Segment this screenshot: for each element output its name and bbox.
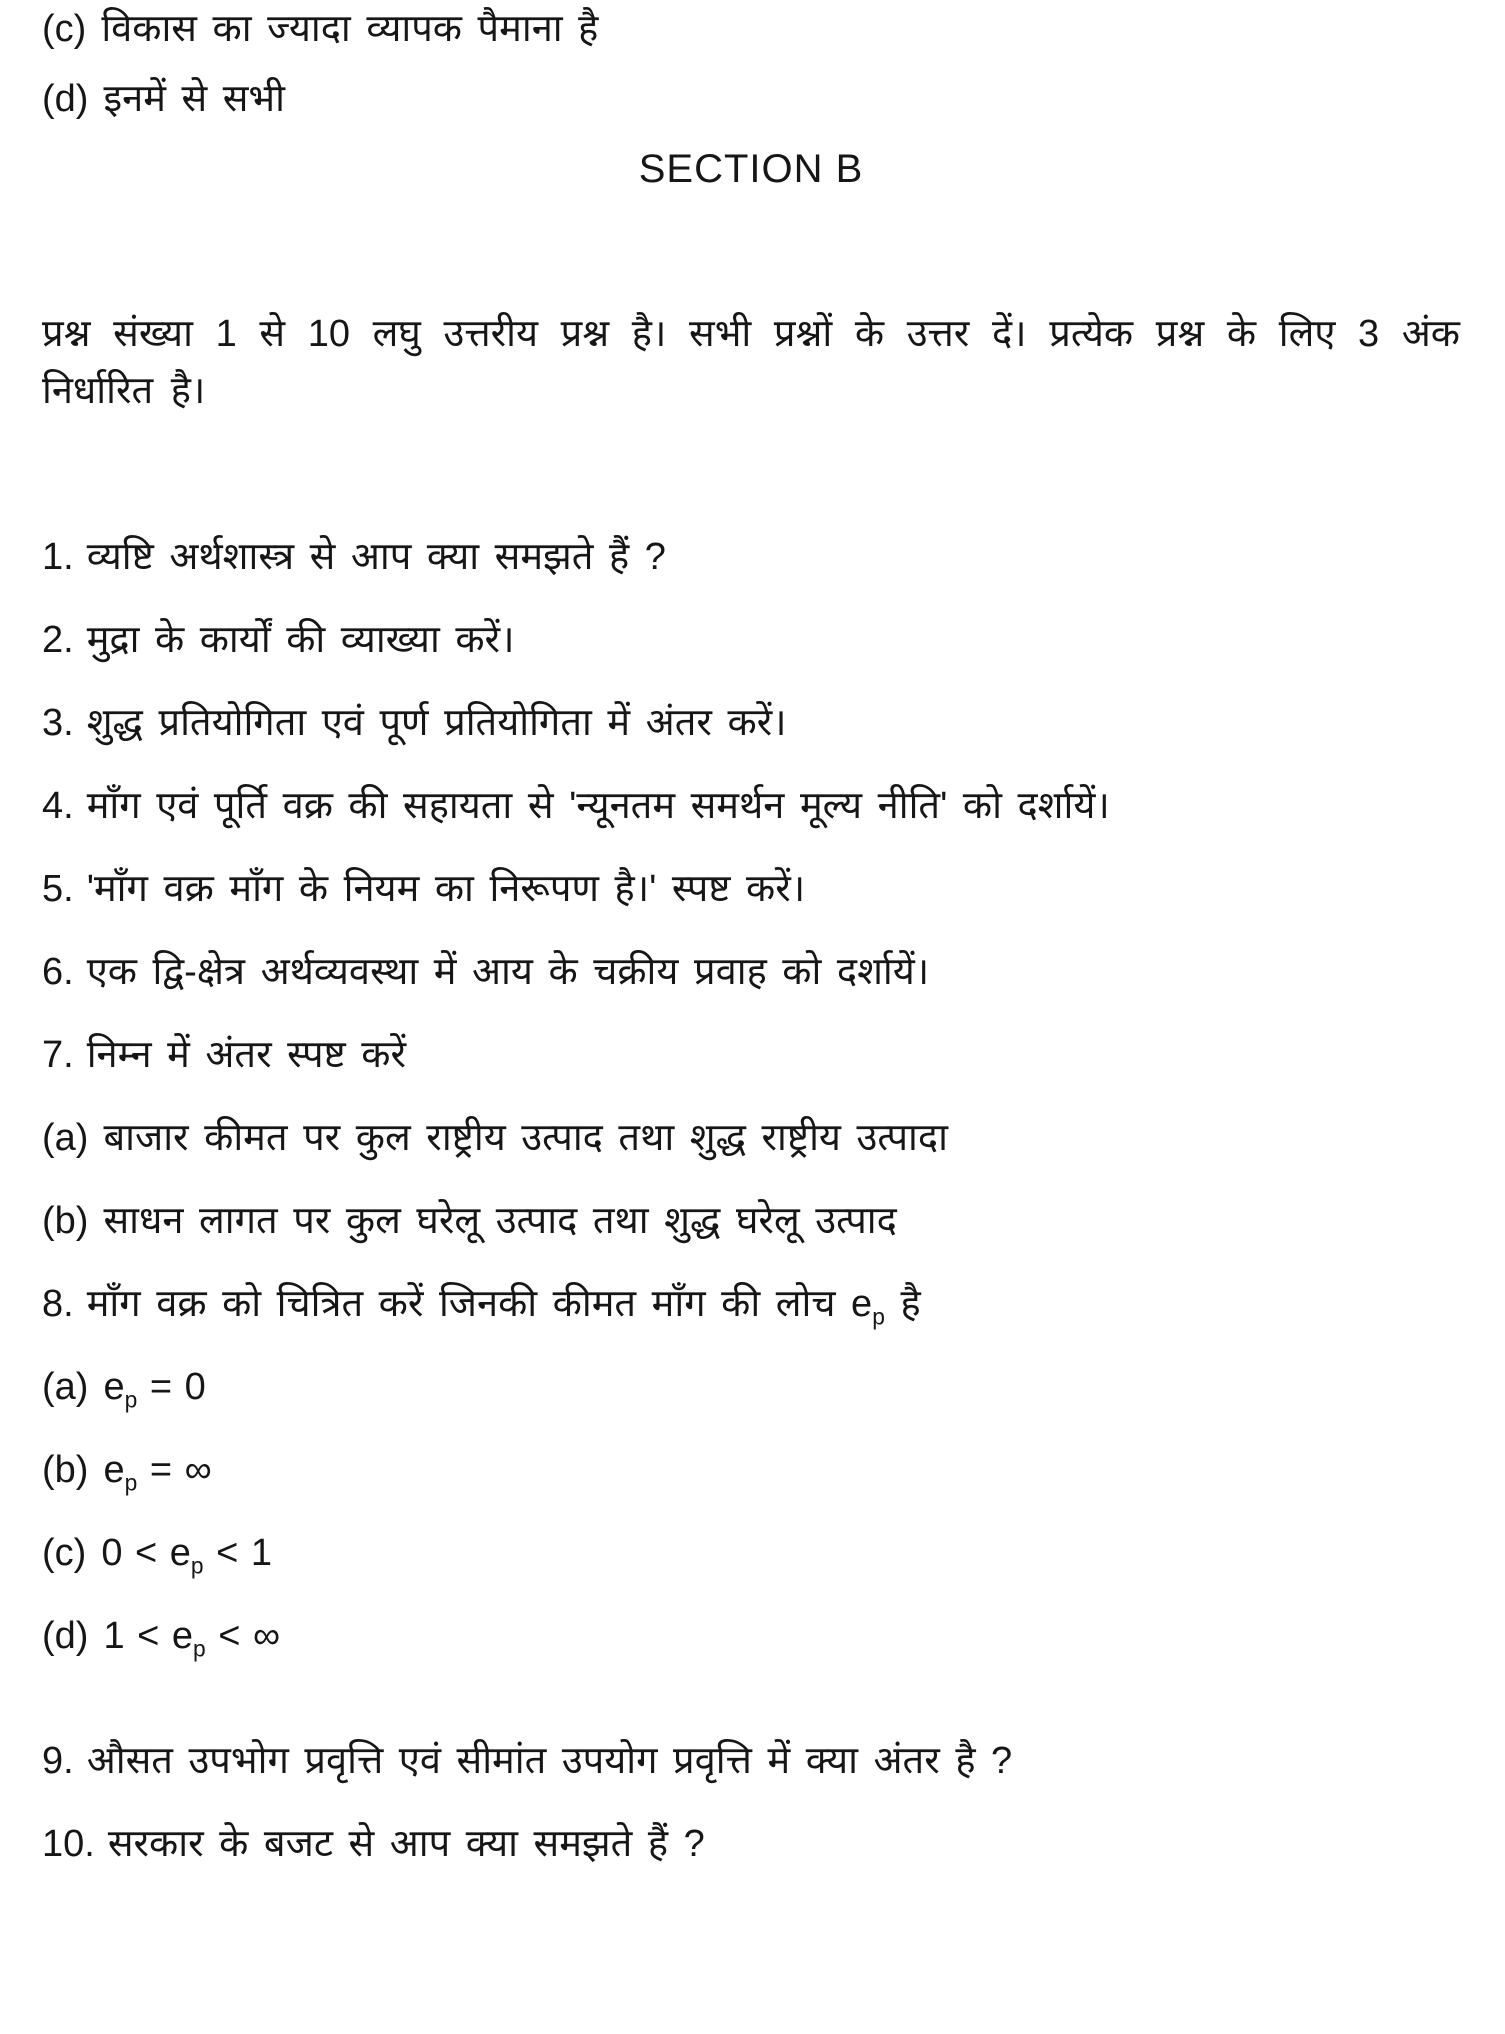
section-heading: SECTION B	[638, 147, 864, 191]
question-2	[42, 615, 1460, 665]
question-4-text: माँग एवं पूर्ति वक्र की सहायता से 'न्यूनतम समर्थन मूल्य नीति' को दर्शायें।	[86, 785, 1110, 827]
question-7-number: 7.	[42, 1034, 74, 1076]
question-1	[42, 532, 1460, 582]
question-8-number: 8.	[42, 1283, 74, 1325]
formula-base: e	[103, 1366, 125, 1408]
question-5-text: 'माँग वक्र माँग के नियम का निरूपण है।' स्पष्ट करें।	[86, 868, 806, 910]
question-9-text: औसत उपभोग प्रवृत्ति एवं सीमांत उपयोग प्रवृत्ति में क्या अंतर है ?	[86, 1740, 1013, 1782]
question-8-text-after: है	[900, 1283, 921, 1325]
question-3	[42, 698, 1460, 748]
question-8	[42, 1279, 1460, 1329]
question-8-option-b-label: (b)	[42, 1449, 89, 1491]
option-c-text: विकास का ज्यादा व्यापक पैमाना है	[101, 8, 599, 50]
elasticity-base: e	[851, 1283, 873, 1325]
question-2-text: मुद्रा के कार्यों की व्याख्या करें।	[86, 619, 515, 661]
question-10	[42, 1819, 1460, 1869]
formula-rest: < ∞	[205, 1615, 281, 1657]
question-4-number: 4.	[42, 785, 74, 827]
formula-base: e	[103, 1449, 125, 1491]
question-2-number: 2.	[42, 619, 74, 661]
option-c-line	[42, 4, 1460, 54]
question-7-text: निम्न में अंतर स्पष्ट करें	[86, 1034, 407, 1076]
question-9-number: 9.	[42, 1740, 74, 1782]
question-3-text: शुद्ध प्रतियोगिता एवं पूर्ण प्रतियोगिता में अंतर करें।	[86, 702, 787, 744]
formula-rest: = 0	[137, 1366, 206, 1408]
question-6-number: 6.	[42, 951, 74, 993]
formula-subscript: p	[124, 1469, 138, 1496]
question-6-text: एक द्वि-क्षेत्र अर्थव्यवस्था में आय के चक्रीय प्रवाह को दर्शायें।	[86, 951, 930, 993]
question-8-option-a-label: (a)	[42, 1366, 89, 1408]
formula-base: 1 < e	[103, 1615, 194, 1657]
question-7-option-a-label: (a)	[42, 1117, 89, 1159]
question-6	[42, 947, 1460, 997]
question-8-option-a	[42, 1362, 1460, 1412]
option-d-line	[42, 74, 1460, 124]
formula-base: 0 < e	[101, 1532, 191, 1574]
question-7-option-a-text: बाजार कीमत पर कुल राष्ट्रीय उत्पाद तथा शुद्ध राष्ट्रीय उत्पादा	[103, 1117, 948, 1159]
formula-rest: = ∞	[137, 1449, 212, 1491]
question-7-option-a	[42, 1113, 1460, 1163]
elasticity-symbol	[851, 1283, 885, 1330]
formula-subscript: p	[193, 1635, 206, 1662]
question-1-text: व्यष्टि अर्थशास्त्र से आप क्या समझते हैं ?	[86, 536, 666, 578]
question-8-option-b	[42, 1445, 1460, 1495]
question-8-text-before: माँग वक्र को चित्रित करें जिनकी कीमत माँग की लोच	[86, 1283, 836, 1325]
question-5-number: 5.	[42, 868, 74, 910]
formula-subscript: p	[124, 1386, 138, 1413]
question-7-option-b-text: साधन लागत पर कुल घरेलू उत्पाद तथा शुद्ध घरेलू उत्पाद	[103, 1200, 897, 1242]
question-9	[42, 1736, 1460, 1786]
option-d-text: इनमें से सभी	[103, 78, 285, 120]
option-c-label: (c)	[42, 8, 87, 50]
question-3-number: 3.	[42, 702, 74, 744]
question-5	[42, 864, 1460, 914]
instructions-paragraph: प्रश्न संख्या 1 से 10 लघु उत्तरीय प्रश्न है। सभी प्रश्नों के उत्तर दें। प्रत्येक प्रश्न के लिए 3 अंक निर्धारित है।	[42, 313, 1460, 412]
question-7-option-b-label: (b)	[42, 1200, 89, 1242]
formula-rest: < 1	[203, 1532, 273, 1574]
question-7-option-b	[42, 1196, 1460, 1246]
question-10-number: 10.	[42, 1823, 95, 1865]
option-d-label: (d)	[42, 78, 89, 120]
question-7	[42, 1030, 1460, 1080]
formula-subscript: p	[190, 1552, 204, 1579]
question-8-option-c-label: (c)	[42, 1532, 87, 1574]
question-10-text: सरकार के बजट से आप क्या समझते हैं ?	[107, 1823, 705, 1865]
question-8-option-d-label: (d)	[42, 1615, 89, 1657]
elasticity-subscript: p	[872, 1303, 885, 1330]
question-8-option-c	[42, 1528, 1460, 1578]
question-1-number: 1.	[42, 536, 74, 578]
question-8-option-d	[42, 1611, 1460, 1661]
question-4	[42, 781, 1460, 831]
